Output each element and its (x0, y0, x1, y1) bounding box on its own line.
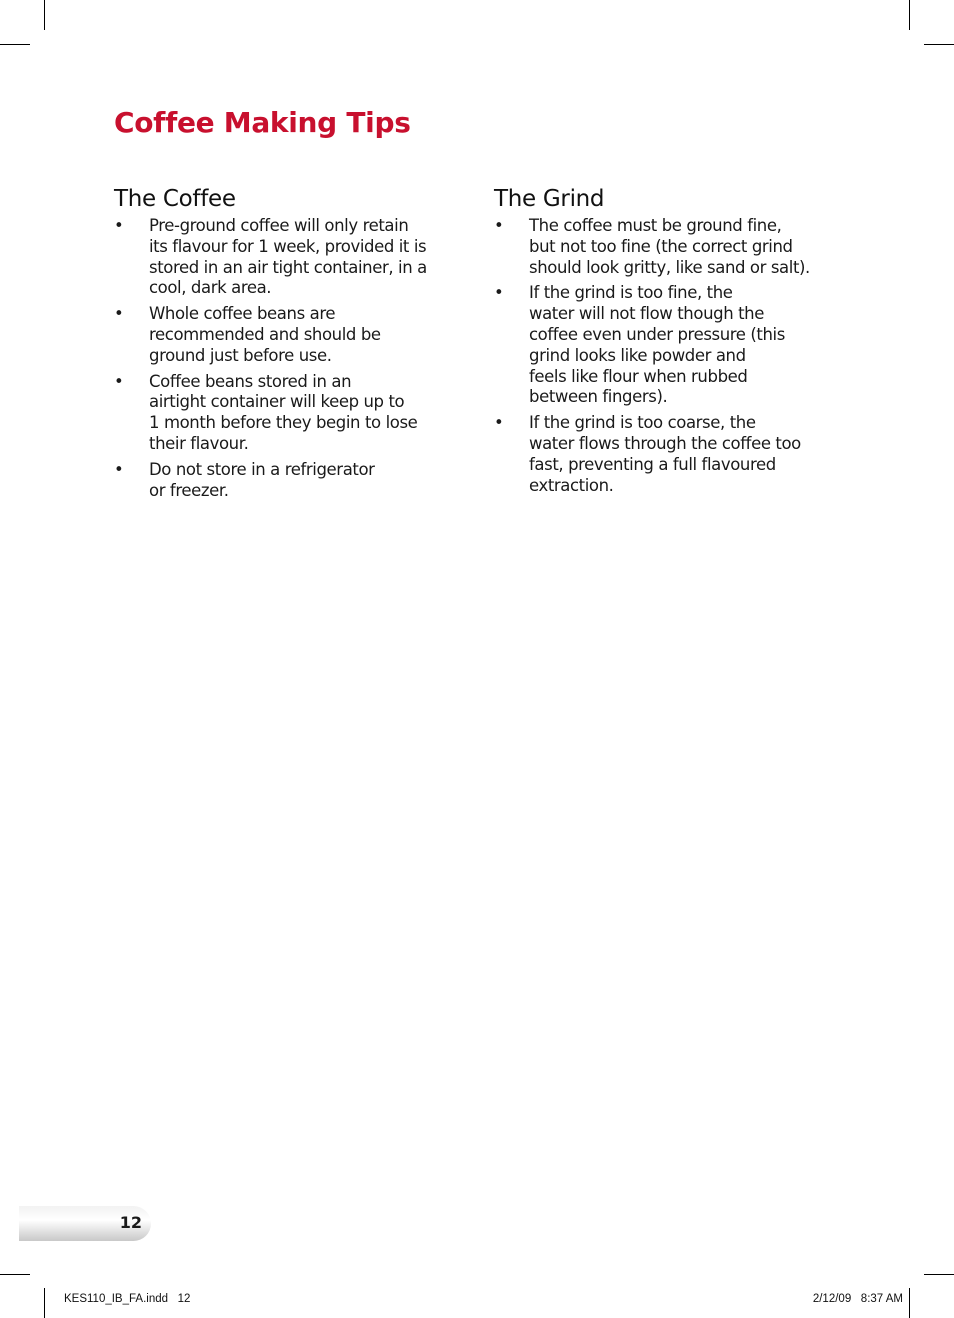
section-heading: The Grind (494, 186, 605, 212)
list-item-text: Pre-ground coffee will only retain its flavour for 1 week, provided it is stored in an air tight container, in a cool, dark area. (149, 216, 427, 298)
bullet-icon: • (494, 283, 504, 303)
list-item-text: The coffee must be ground fine, but not too fine (the correct grind should look gritty, like sand or salt). (529, 216, 810, 277)
section-the-coffee (114, 186, 464, 506)
crop-mark-bottom-right-vertical (909, 1288, 910, 1318)
list-item-text: If the grind is too fine, the water will not flow though the coffee even under pressure (this grind looks like powder and feels like flour when rubbed between fingers). (529, 283, 785, 407)
list-item (114, 372, 464, 455)
list-item (114, 304, 464, 366)
crop-mark-top-right-vertical (909, 0, 910, 30)
bullet-icon: • (494, 216, 504, 235)
bullet-icon: • (114, 304, 124, 324)
list-item-text: Coffee beans stored in an airtight container will keep up to 1 month before they begin to lose their flavour. (149, 371, 418, 453)
crop-mark-bottom-left-vertical (44, 1288, 45, 1318)
slug-file-info: KES110_IB_FA.indd 12 (64, 1293, 191, 1305)
list-item (114, 460, 464, 502)
list-item (114, 216, 464, 299)
section-the-grind (494, 186, 854, 501)
bullet-icon: • (494, 413, 504, 433)
list-item-text: If the grind is too coarse, the water flows through the coffee too fast, preventing a full flavoured extraction. (529, 413, 801, 495)
bullet-icon: • (114, 216, 124, 235)
page-number: 12 (119, 1213, 142, 1232)
page-title: Coffee Making Tips (114, 106, 411, 139)
list-item-text: Do not store in a refrigerator or freezer. (149, 459, 375, 500)
crop-mark-bottom-left-horizontal (0, 1274, 30, 1275)
bullet-icon: • (114, 459, 124, 479)
bullet-list (494, 216, 854, 496)
list-item-text: Whole coffee beans are recommended and should be ground just before use. (149, 304, 381, 365)
crop-mark-top-right-horizontal (924, 44, 954, 45)
crop-mark-bottom-right-horizontal (924, 1274, 954, 1275)
list-item (494, 283, 854, 408)
bullet-list (114, 216, 464, 501)
list-item (494, 216, 854, 278)
page-number-tab (19, 1206, 151, 1241)
crop-mark-top-left-horizontal (0, 44, 30, 45)
slug-datetime: 2/12/09 8:37 AM (812, 1293, 903, 1305)
section-heading: The Coffee (114, 186, 236, 212)
bullet-icon: • (114, 371, 124, 391)
list-item (494, 413, 854, 496)
crop-mark-top-left-vertical (44, 0, 45, 30)
